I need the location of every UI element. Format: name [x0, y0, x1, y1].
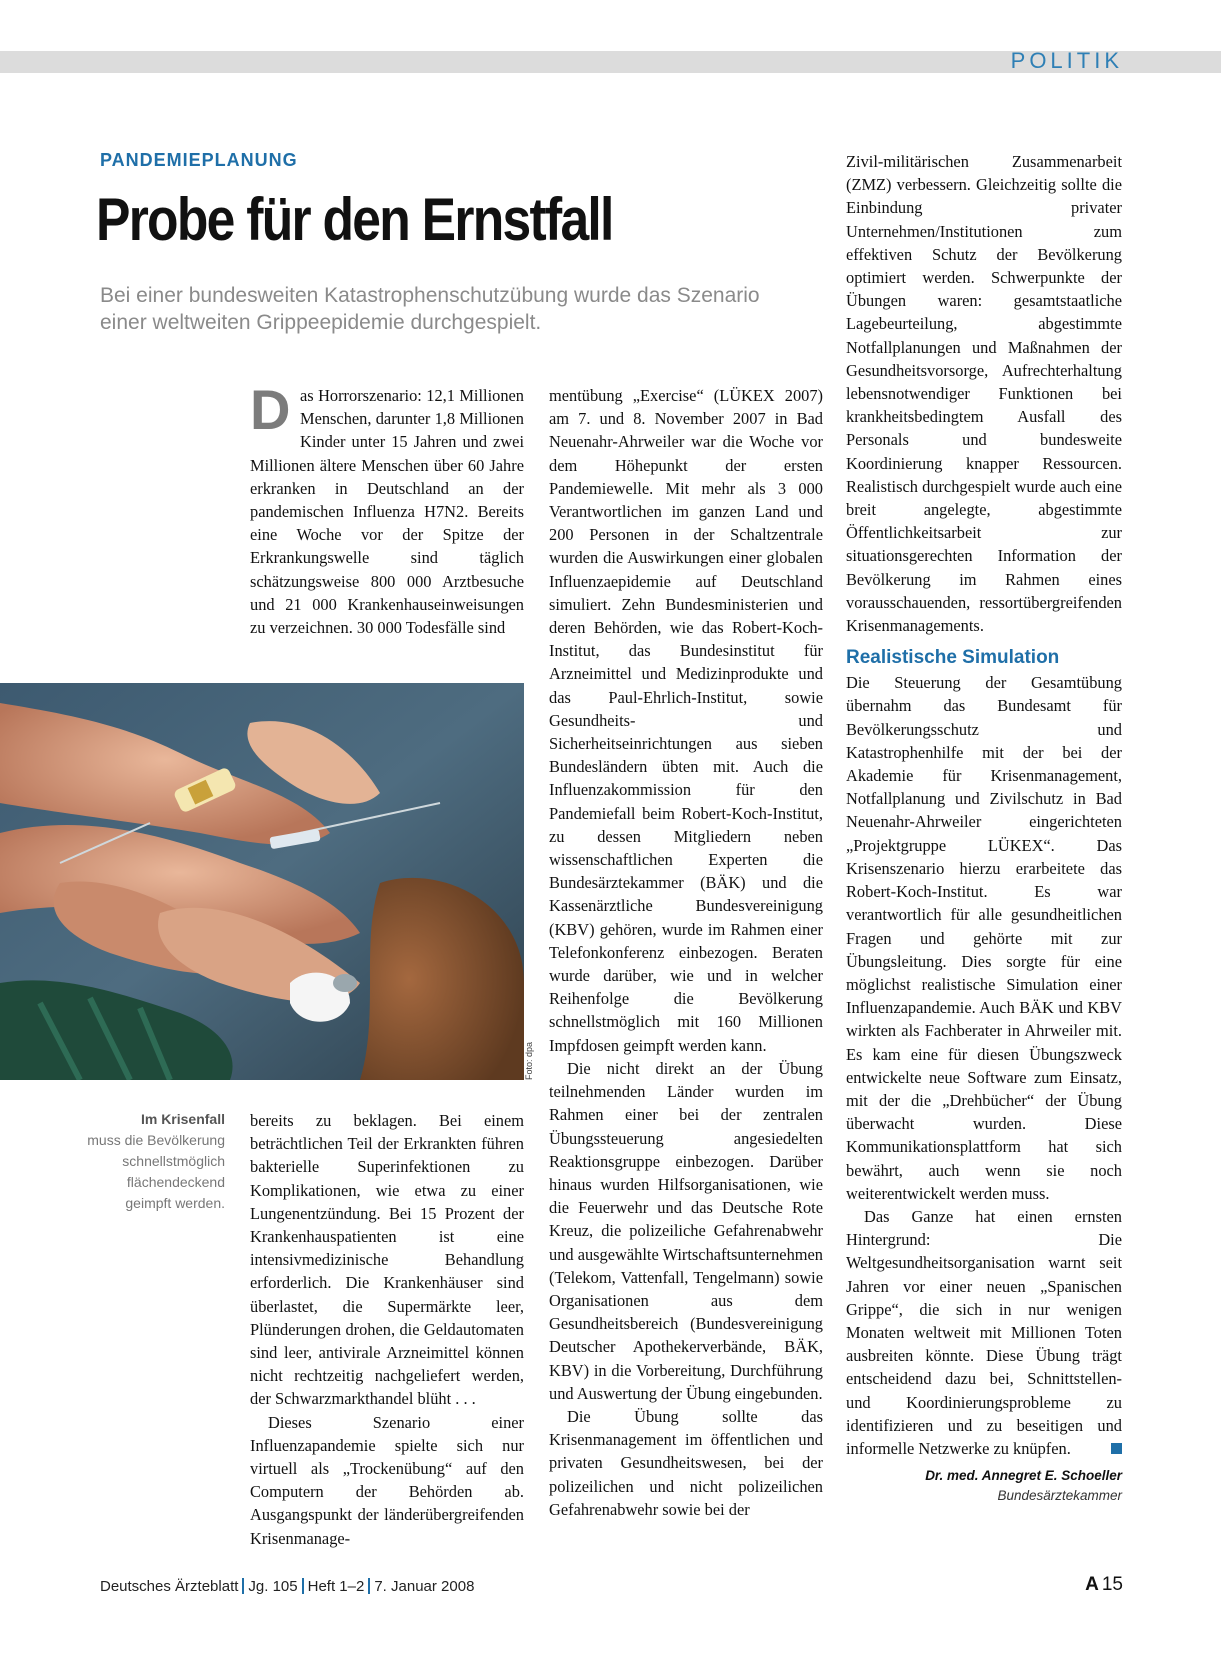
column-1-bottom	[250, 1109, 524, 1550]
drop-cap: D	[250, 378, 291, 441]
separator	[242, 1578, 244, 1594]
article-kicker: PANDEMIEPLANUNG	[100, 150, 298, 170]
paragraph: Die Steuerung der Gesamtübung übernahm das Bundesamt für Bevölkerungsschutz und Katastrophenhilfe mit der bei der Akademie für Krisenmanagement, Notfallplanung und Zivilschutz in Bad Neuenahr-Ahrweiler eingerichteten „Projektgruppe LÜKEX“. Das Krisenszenario hierzu erarbeitete das Robert-Koch-Institut. Es war verantwortlich für alle gesundheitlichen Fragen und gehörte mit zur Übungsleitung. Dies sorgte für eine möglichst realistische Simulation einer Influenzapandemie. Auch BÄK und KBV wirkten als Fachberater in Ahrweiler mit. Es kam eine für diesen Übungszweck entwickelte neue Software zum Einsatz, mit der die „Drehbücher“ der Übung überwacht wurden. Diese Kommunikationsplattform hat sich bewährt, auch wenn sie noch weiterentwickelt werden muss.	[846, 673, 1122, 1203]
journal-date: 7. Januar 2008	[374, 1578, 475, 1595]
column-2	[549, 384, 823, 1521]
paragraph: Die Übung sollte das Krisenmanagement im öffentlichen und privaten Gesundheitswesen, bei der polizeilichen und nicht polizeilichen Gefahrenabwehr sowie bei der	[549, 1406, 823, 1519]
page-number-value: 15	[1101, 1574, 1123, 1595]
journal-name: Deutsches Ärzteblatt	[100, 1578, 239, 1595]
vaccination-photo	[0, 683, 524, 1080]
author-block	[846, 1466, 1122, 1506]
closing-text: Das Ganze hat einen ernsten Hintergrund: Die Weltgesundheitsorganisation warnt seit Jahren vor einer neuen „Spanischen Grippe“, die sich in nur wenigen Monaten weltweit mit Millionen Toten ausbreiten könnte. Diese Übung trägt entscheidend dazu bei, Schnittstellen- und Koordinierungsprobleme zu identifizieren und zu beseitigen und informelle Netzwerke zu knüpfen.	[846, 1206, 1122, 1458]
photo-credit: Foto: dpa	[524, 1041, 534, 1080]
photo-caption	[80, 1109, 225, 1214]
article-subtitle: Bei einer bundesweiten Katastrophenschutzübung wurde das Szenario einer weltweiten Grippeepidemie durchgespielt.	[100, 284, 760, 334]
intro-text: as Horrorszenario: 12,1 Millionen Menschen, darunter 1,8 Millionen Kinder unter 15 Jahren und zwei Millionen ältere Menschen über 60 Jahre erkranken in Deutschland an der pandemischen Influenza H7N2. Bereits eine Woche vor der Spitze der Erkrankungswelle sind täglich schätzungsweise 800 000 Arztbesuche und 21 000 Krankenhauseinweisungen zu verzeichnen. 30 000 Todesfälle sind	[250, 386, 524, 638]
journal-issue: Heft 1–2	[307, 1578, 365, 1595]
page-prefix: A	[1085, 1574, 1099, 1595]
column-1-top	[250, 378, 524, 639]
author-organization: Bundesärztekammer	[997, 1488, 1122, 1504]
page-number	[1085, 1574, 1123, 1596]
caption-title: Im Krisenfall	[140, 1111, 225, 1127]
section-label: POLITIK	[1010, 48, 1123, 73]
paragraph: Zivil-militärischen Zusammenarbeit (ZMZ) verbessern. Gleichzeitig sollte die Einbindung privater Unternehmen/Institutionen zum effektiven Schutz der Bevölkerung optimiert werden. Schwerpunkte der Übungen waren: gesamtstaatliche Lagebeurteilung, abgestimmte Notfallplanungen und Maßnahmen der Gesundheitsvorsorge, Aufrechterhaltung lebensnotwendiger Funktionen bei krankheitsbedingtem Ausfall des Personals und bundesweite Koordinierung knapper Ressourcen. Realistisch durchgespielt wurde auch eine breit angelegte, abgestimmte Öffentlichkeitsarbeit zur situationsgerechten Information der Bevölkerung im Rahmen eines vorausschauenden, ressortübergreifenden Krisenmanagements.	[846, 152, 1122, 636]
paragraph	[846, 1205, 1122, 1460]
author-name: Dr. med. Annegret E. Schoeller	[925, 1468, 1122, 1484]
caption-text: muss die Bevölkerung schnellstmöglich flächendeckend geimpft werden.	[87, 1132, 225, 1211]
journal-volume: Jg. 105	[248, 1578, 298, 1595]
paragraph: Dieses Szenario einer Influenzapandemie spielte sich nur virtuell als „Trockenübung“ auf den Computern der Behörden ab. Ausgangspunkt der länderübergreifenden Krisenmanage-	[250, 1412, 524, 1548]
page-footer	[100, 1578, 474, 1595]
column-3	[846, 150, 1122, 1506]
end-mark-icon	[1111, 1443, 1122, 1454]
paragraph: Die nicht direkt an der Übung teilnehmenden Länder wurden im Rahmen einer bei der zentralen Übungssteuerung angesiedelten Reaktionsgruppe einbezogen. Darüber hinaus wurden Hilfsorganisationen, wie die Feuerwehr und das Deutsche Rote Kreuz, die polizeiliche Gefahrenabwehr und ausgewählte Wirtschaftsunternehmen (Telekom, Vattenfall, Tengelmann) sowie Organisationen aus dem Gesundheitsbereich (Bundesvereinigung Deutscher Apothekerverbände, BÄK, KBV) in die Vorbereitung, Durchführung und Auswertung der Übung eingebunden.	[549, 1058, 823, 1403]
paragraph: mentübung „Exercise“ (LÜKEX 2007) am 7. und 8. November 2007 in Bad Neuenahr-Ahrweiler war die Woche vor dem Höhepunkt der ersten Pandemiewelle. Mit mehr als 3 000 Verantwortlichen im ganzen Land und 200 Personen in der Schaltzentrale wurden die Auswirkungen einer globalen Influenzaepidemie auf Deutschland simuliert. Zehn Bundesministerien und deren Behörden, wie das Robert-Koch-Institut, das Bundesinstitut für Arzneimittel und Medizinprodukte und das Paul-Ehrlich-Institut, sowie Gesundheits- und Sicherheitseinrichtungen aus sieben Bundesländern übten mit. Auch die Influenzakommission für den Pandemiefall beim Robert-Koch-Institut, zu dessen Mitgliedern neben wissenschaftlichen Experten die Bundesärztekammer (BÄK) und die Kassenärztliche Bundesvereinigung (KBV) gehören, wurde im Rahmen einer Telefonkonferenz einbezogen. Beraten wurde darüber, wie und in welcher Reihenfolge die Bevölkerung schnellstmöglich mit 160 Millionen Impfdosen geimpft werden kann.	[549, 386, 823, 1055]
article-title: Probe für den Ernstfall	[96, 186, 613, 253]
separator	[368, 1578, 370, 1594]
section-heading: Realistische Simulation	[846, 647, 1060, 669]
intro-paragraph	[250, 378, 524, 639]
paragraph: bereits zu beklagen. Bei einem beträchtlichen Teil der Erkrankten führen bakterielle Superinfektionen zu Komplikationen, wie etwa zu einer Lungenentzündung. Bei 15 Prozent der Krankenhauspatienten ist eine intensivmedizinische Behandlung erforderlich. Die Krankenhäuser sind überlastet, die Supermärkte leer, Plünderungen drohen, die Geldautomaten sind leer, antivirale Arzneimittel können nicht rechtzeitig nachgeliefert werden, der Schwarzmarkthandel blüht . . .	[250, 1111, 524, 1409]
separator	[302, 1578, 304, 1594]
